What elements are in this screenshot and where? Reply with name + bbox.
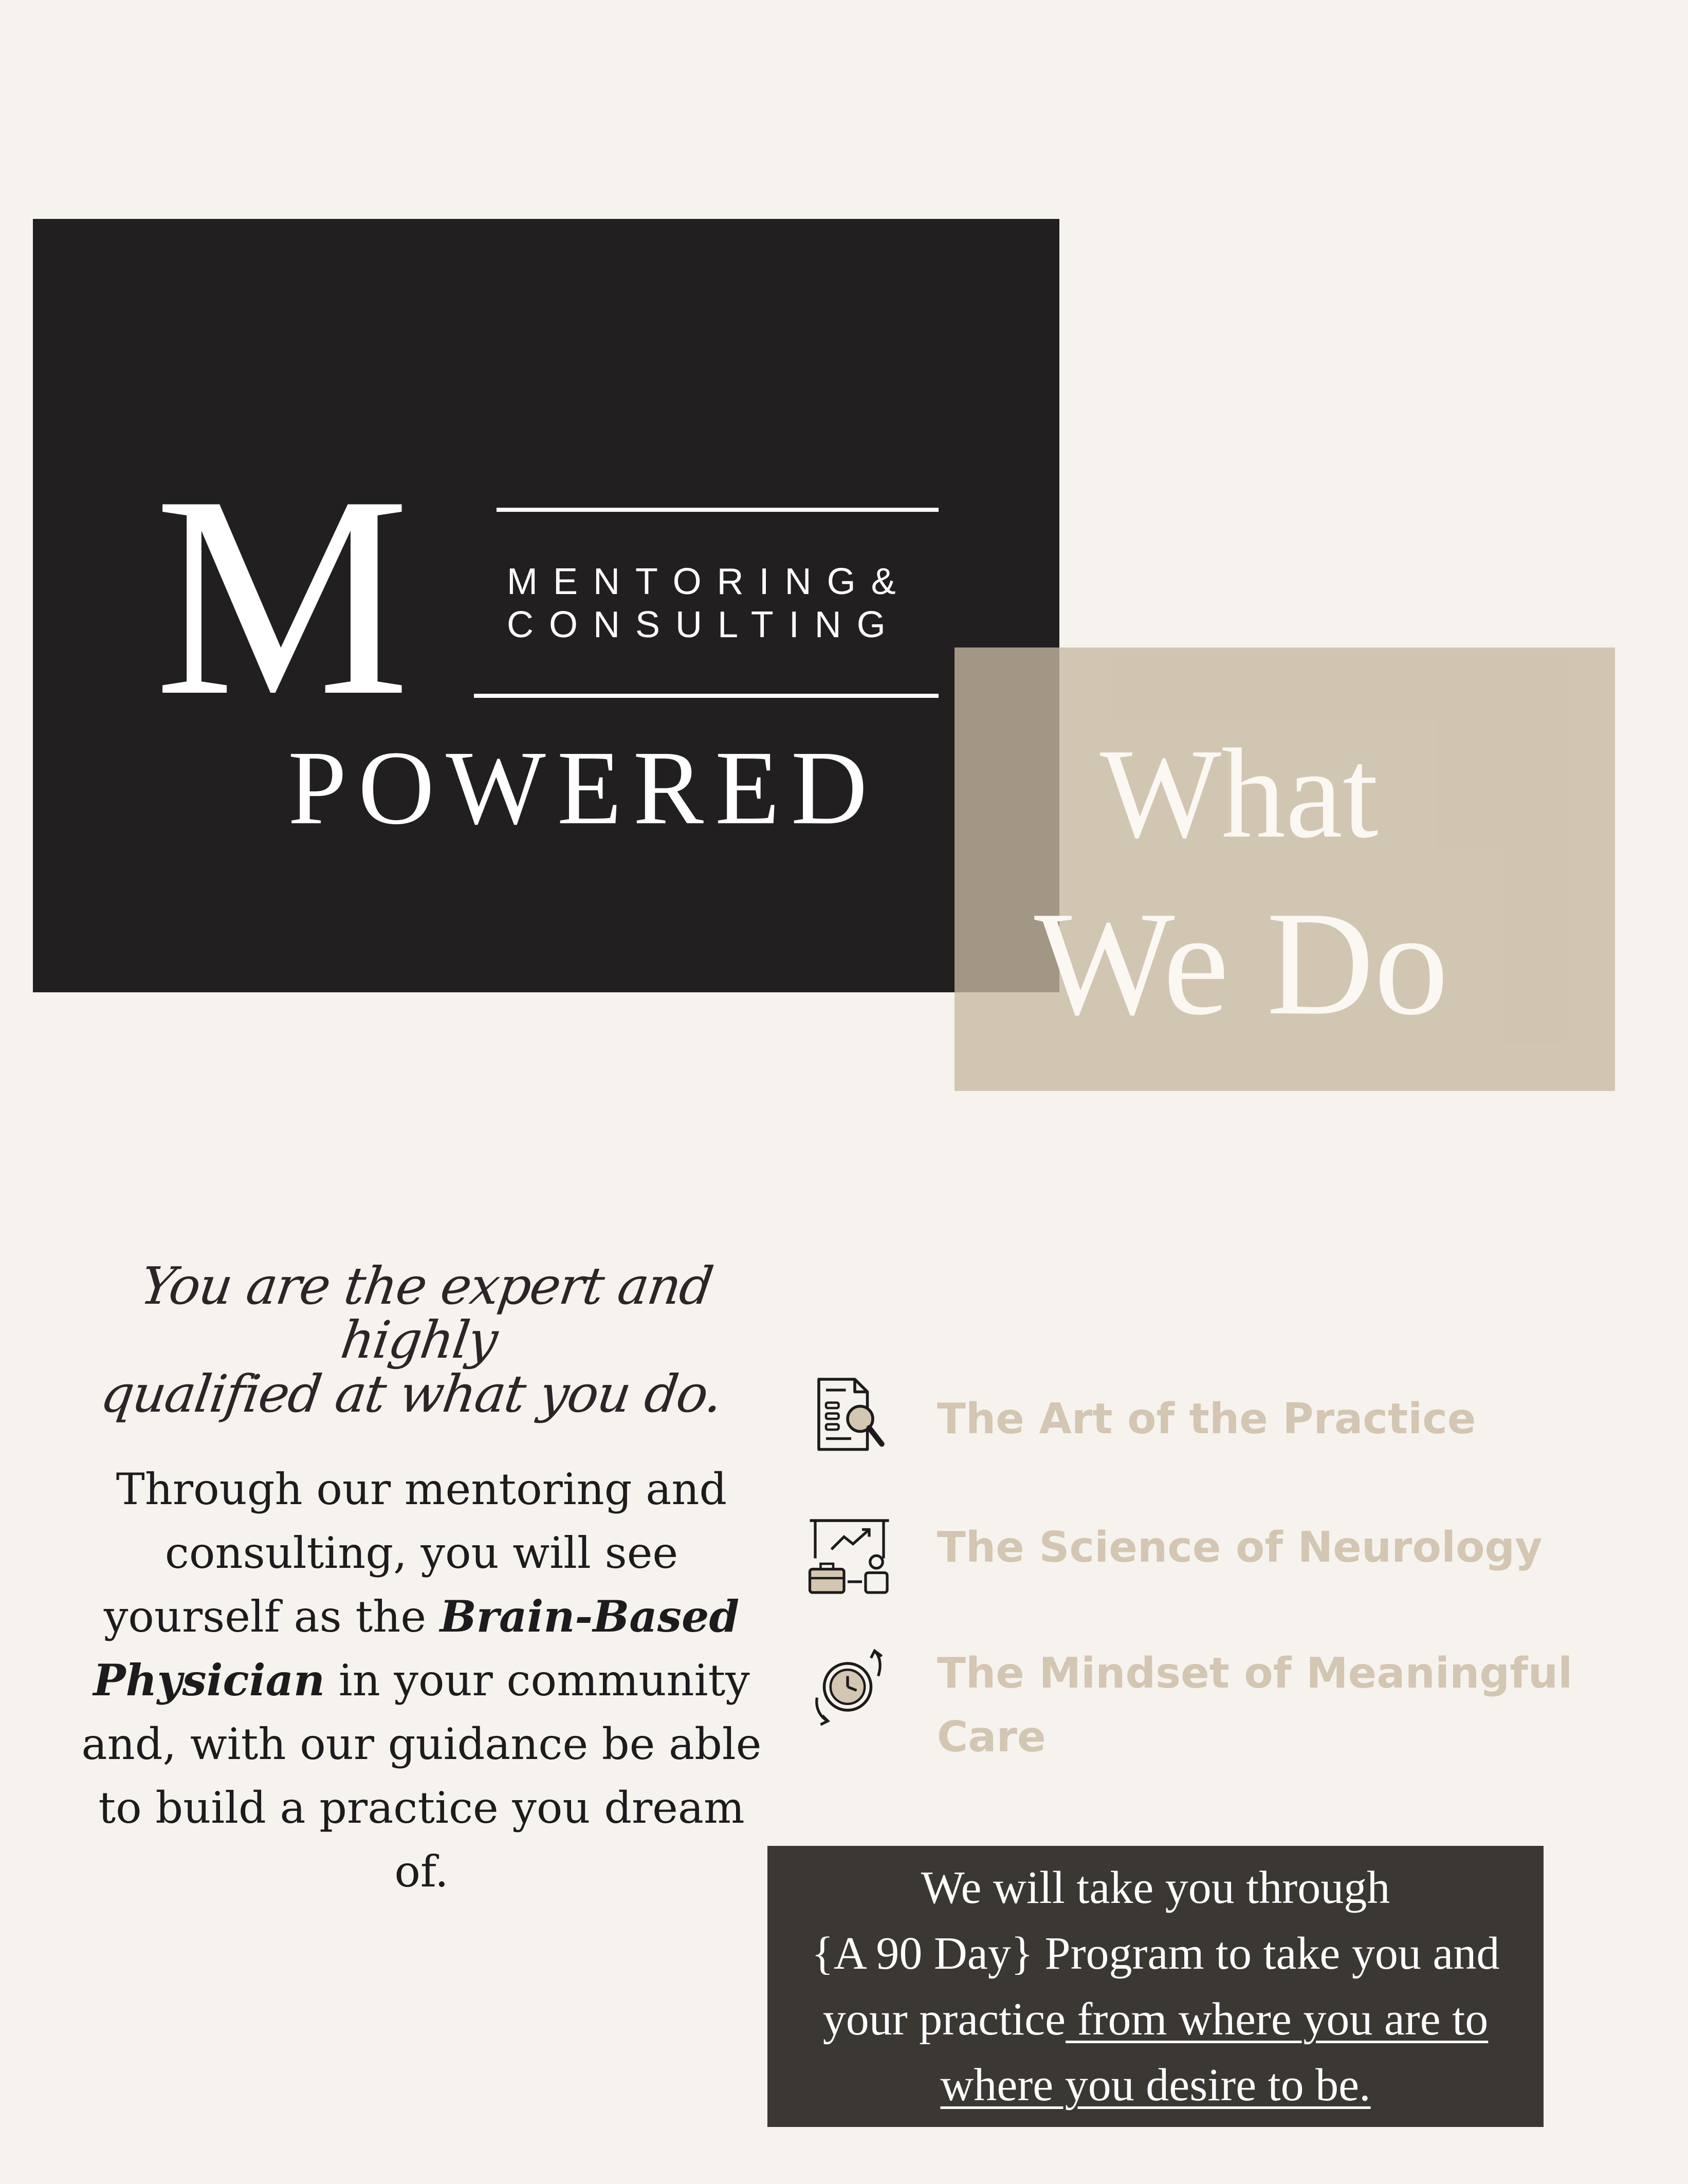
intro-script-heading (66, 1256, 772, 1424)
logo-letter: M (154, 437, 410, 755)
intro-body-before: Through our mentoring and consulting, you will see yourself as the (103, 1464, 727, 1642)
logo-tagline-line1: MENTORING& (507, 561, 911, 602)
program-line3-plain: your practice (822, 1994, 1066, 2045)
logo-wordmark: POWERED (288, 729, 879, 846)
program-line4 (767, 2052, 1544, 2118)
feature-label-science: The Science of Neurology (937, 1523, 1543, 1572)
program-line3-underlined: from where you are to (1066, 1994, 1489, 2045)
intro-body (72, 1457, 771, 1903)
logo-rule-top (497, 508, 939, 512)
intro-body-after: in your community and, with our guidance be able to build a practice you dream of. (81, 1655, 762, 1897)
heading-line2: We Do (1034, 881, 1449, 1046)
program-line2: {A 90 Day} Program to take you and (811, 1928, 1500, 1979)
program-line1: We will take you through (921, 1862, 1390, 1913)
feature-label-mindset: The Mindset of Meaningful Care (937, 1649, 1573, 1762)
program-box (767, 1846, 1544, 2127)
intro-body-emphasis: Brain-Based Physician (93, 1591, 740, 1706)
logo-monogram (154, 437, 410, 755)
logo-rule-bottom (474, 694, 939, 698)
document-search-icon (804, 1372, 894, 1462)
program-line4-underlined: where you desire to be. (940, 2060, 1371, 2111)
feature-label-art: The Art of the Practice (937, 1395, 1476, 1443)
heading-line1: What (1100, 723, 1379, 865)
logo-tagline-line2: CONSULTING (507, 604, 901, 645)
program-line3 (767, 1987, 1544, 2052)
intro-script-line2: qualified at what you do. (97, 1364, 726, 1424)
intro-script-line1: You are the expert and highly (137, 1256, 717, 1370)
presentation-chart-icon (804, 1513, 894, 1603)
clock-cycle-icon (804, 1642, 894, 1732)
